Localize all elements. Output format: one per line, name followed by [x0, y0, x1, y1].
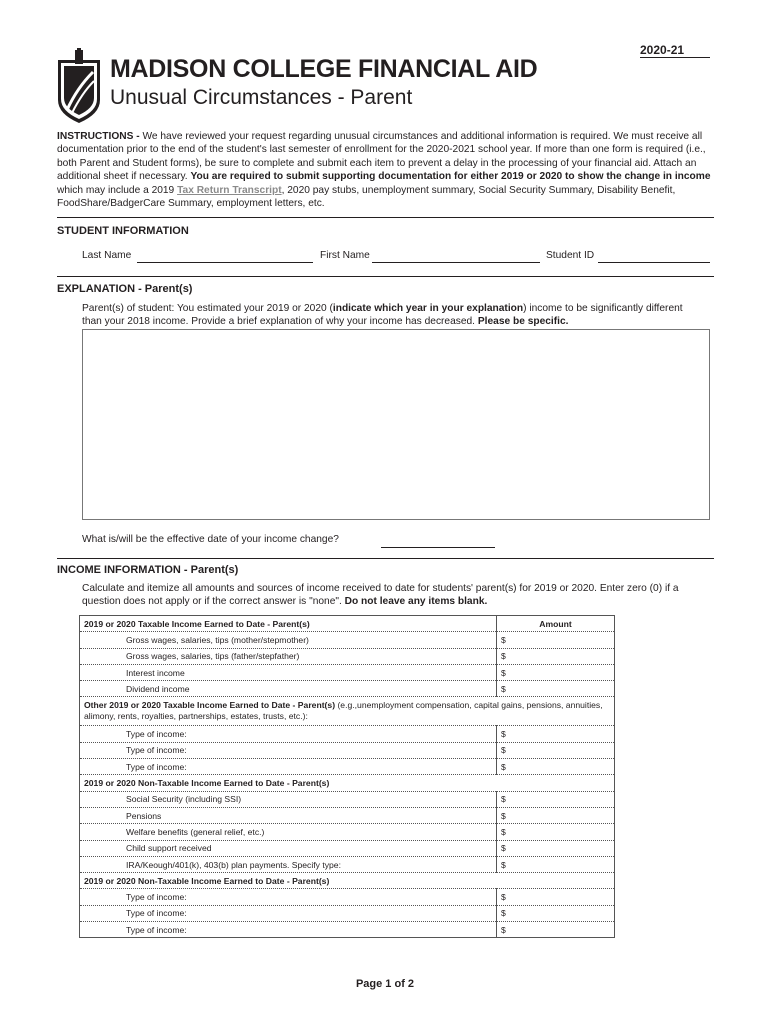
- nontaxable-header: 2019 or 2020 Non-Taxable Income Earned to Date - Parent(s): [80, 775, 615, 791]
- row-label: Type of income:: [80, 922, 497, 938]
- explanation-textarea[interactable]: [82, 329, 710, 520]
- row-label: Type of income:: [80, 759, 497, 775]
- table-row: [80, 791, 615, 807]
- nontaxable-header-row: [80, 775, 615, 791]
- income-table: [79, 615, 615, 938]
- table-row: [80, 905, 615, 921]
- instructions-text3: , 2020 pay stubs, unemployment summary, Social Security Summary, Disability Benefit, FoodShare/BadgerCare Summary, employment letters, etc.: [57, 184, 676, 210]
- amount-field[interactable]: $: [497, 648, 615, 664]
- table-row: [80, 648, 615, 664]
- first-name-field[interactable]: [372, 262, 540, 263]
- amount-field[interactable]: $: [497, 681, 615, 697]
- other-taxable-header: [80, 697, 615, 726]
- table-row: [80, 664, 615, 680]
- table-header-row: [80, 616, 615, 632]
- amount-field[interactable]: $: [497, 632, 615, 648]
- last-name-label: Last Name: [82, 250, 132, 261]
- table-row: [80, 824, 615, 840]
- other-taxable-bold: Other 2019 or 2020 Taxable Income Earned to Date - Parent(s): [84, 700, 336, 711]
- amount-header: Amount: [497, 616, 615, 632]
- student-id-label: Student ID: [546, 250, 595, 261]
- explanation-text2: ) income to be significantly different than your 2018 income. Provide a brief explanation of why your income has decreased.: [82, 303, 683, 328]
- table-row: [80, 889, 615, 905]
- divider: [57, 558, 714, 559]
- instructions-bold: You are required to submit supporting documentation for either 2019 or 2020 to show the change in income: [190, 171, 711, 183]
- row-label: Pensions: [80, 807, 497, 823]
- row-label: Child support received: [80, 840, 497, 856]
- income-text-body: Calculate and itemize all amounts and sources of income received to date for students' parent(s) for 2019 or 2020. Enter zero (0) if a question does not apply or if the correct answer is "none".: [82, 583, 679, 608]
- amount-field[interactable]: $: [497, 664, 615, 680]
- income-text-bold: Do not leave any items blank.: [344, 596, 488, 608]
- table-row: [80, 742, 615, 758]
- explanation-text1: Parent(s) of student: You estimated your 2019 or 2020 (: [82, 303, 333, 314]
- amount-field[interactable]: $: [497, 759, 615, 775]
- divider: [57, 276, 714, 277]
- page-title: MADISON COLLEGE FINANCIAL AID: [110, 55, 538, 83]
- nontaxable-header-row: [80, 873, 615, 889]
- first-name-label: First Name: [320, 250, 370, 261]
- row-label: Welfare benefits (general relief, etc.): [80, 824, 497, 840]
- effective-date-field[interactable]: [381, 547, 495, 548]
- instructions-text2: which may include a 2019: [57, 184, 178, 196]
- explanation-text: [82, 302, 702, 329]
- nontaxable-header-2: 2019 or 2020 Non-Taxable Income Earned to Date - Parent(s): [80, 873, 615, 889]
- explanation-bold2: Please be specific.: [477, 316, 569, 328]
- row-label: Gross wages, salaries, tips (mother/stepmother): [80, 632, 497, 648]
- table-row: [80, 726, 615, 742]
- divider: [57, 217, 714, 218]
- table-row: [80, 856, 615, 872]
- amount-field[interactable]: $: [497, 905, 615, 921]
- instructions: [57, 130, 717, 210]
- page-subtitle: Unusual Circumstances - Parent: [110, 86, 413, 109]
- amount-field[interactable]: $: [497, 889, 615, 905]
- taxable-header: 2019 or 2020 Taxable Income Earned to Date - Parent(s): [80, 616, 497, 632]
- row-label: Interest income: [80, 664, 497, 680]
- amount-field[interactable]: $: [497, 840, 615, 856]
- row-label: IRA/Keough/401(k), 403(b) plan payments. Specify type:: [80, 856, 497, 872]
- amount-field[interactable]: $: [497, 807, 615, 823]
- form-year: 2020-21: [640, 43, 685, 57]
- row-label: Type of income:: [80, 742, 497, 758]
- explanation-title: EXPLANATION - Parent(s): [57, 283, 193, 295]
- row-label: Type of income:: [80, 889, 497, 905]
- amount-field[interactable]: $: [497, 791, 615, 807]
- student-id-field[interactable]: [598, 262, 710, 263]
- amount-field[interactable]: $: [497, 856, 615, 872]
- madison-college-logo-icon: [55, 48, 103, 124]
- row-label: Gross wages, salaries, tips (father/stepfather): [80, 648, 497, 664]
- tax-return-transcript-link[interactable]: Tax Return Transcript: [177, 184, 282, 196]
- table-row: [80, 681, 615, 697]
- page-number: Page 1 of 2: [355, 978, 415, 990]
- effective-date-question: What is/will be the effective date of your income change?: [82, 534, 339, 545]
- amount-field[interactable]: $: [497, 922, 615, 938]
- row-label: Type of income:: [80, 726, 497, 742]
- other-taxable-text: (e.g.,unemployment compensation, capital gains, pensions, annuities, alimony, rents, royalties, partnerships, estates, trusts, etc.):: [84, 700, 603, 722]
- table-row: [80, 922, 615, 938]
- year-underline: [640, 57, 710, 58]
- last-name-field[interactable]: [137, 262, 313, 263]
- instructions-text1: We have reviewed your request regarding unusual circumstances and additional information is required. We must receive all documentation prior to the end of the student's last semester of enrollment for the 2020-2021 school year. If more than one form is required (i.e., both Parent and Student forms), be sure to complete and submit each item to prevent a delay in the processing of your financial aid. Attach an additional sheet if necessary.: [57, 131, 706, 183]
- amount-field[interactable]: $: [497, 742, 615, 758]
- amount-field[interactable]: $: [497, 824, 615, 840]
- table-row: [80, 759, 615, 775]
- row-label: Dividend income: [80, 681, 497, 697]
- other-taxable-header-row: [80, 697, 615, 726]
- table-row: [80, 807, 615, 823]
- row-label: Social Security (including SSI): [80, 791, 497, 807]
- instructions-label: INSTRUCTIONS -: [57, 131, 143, 142]
- income-title: INCOME INFORMATION - Parent(s): [57, 564, 239, 576]
- student-info-title: STUDENT INFORMATION: [57, 225, 189, 237]
- table-row: [80, 840, 615, 856]
- explanation-bold1: indicate which year in your explanation: [332, 303, 524, 314]
- amount-field[interactable]: $: [497, 726, 615, 742]
- table-row: [80, 632, 615, 648]
- income-text: [82, 582, 707, 609]
- row-label: Type of income:: [80, 905, 497, 921]
